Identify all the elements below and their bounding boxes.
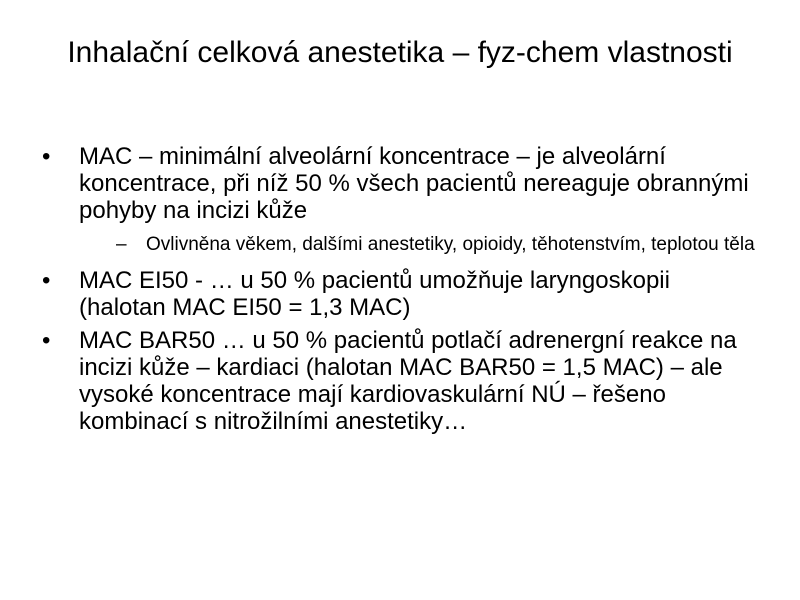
bullet-item-mac-bar50 xyxy=(42,327,762,435)
sub-item xyxy=(116,232,762,257)
sub-list xyxy=(79,232,762,257)
dash-icon: – xyxy=(116,234,127,255)
slide-content xyxy=(42,143,762,441)
slide-title: Inhalační celková anestetika – fyz-chem vlastnosti xyxy=(67,36,733,69)
bullet-icon: • xyxy=(42,267,51,294)
bullet-text: MAC – minimální alveolární koncentrace – je alveolární koncentrace, při níž 50 % všech pacientů nereaguje obrannými pohyby na incizi kůže xyxy=(79,143,749,224)
bullet-icon: • xyxy=(42,143,51,170)
sub-item-text: Ovlivněna věkem, dalšími anestetiky, opioidy, těhotenstvím, teplotou těla xyxy=(146,234,755,255)
bullet-text: MAC EI50 - … u 50 % pacientů umožňuje laryngoskopii (halotan MAC EI50 = 1,3 MAC) xyxy=(79,267,670,321)
bullet-icon: • xyxy=(42,327,51,354)
bullet-item-mac xyxy=(42,143,762,257)
bullet-item-mac-ei50 xyxy=(42,267,762,321)
bullet-text: MAC BAR50 … u 50 % pacientů potlačí adrenergní reakce na incizi kůže – kardiaci (halotan MAC BAR50 = 1,5 MAC) – ale vysoké koncentrace mají kardiovaskulární NÚ – řešeno kombinací s nitrožilními anestetiky… xyxy=(79,327,737,435)
